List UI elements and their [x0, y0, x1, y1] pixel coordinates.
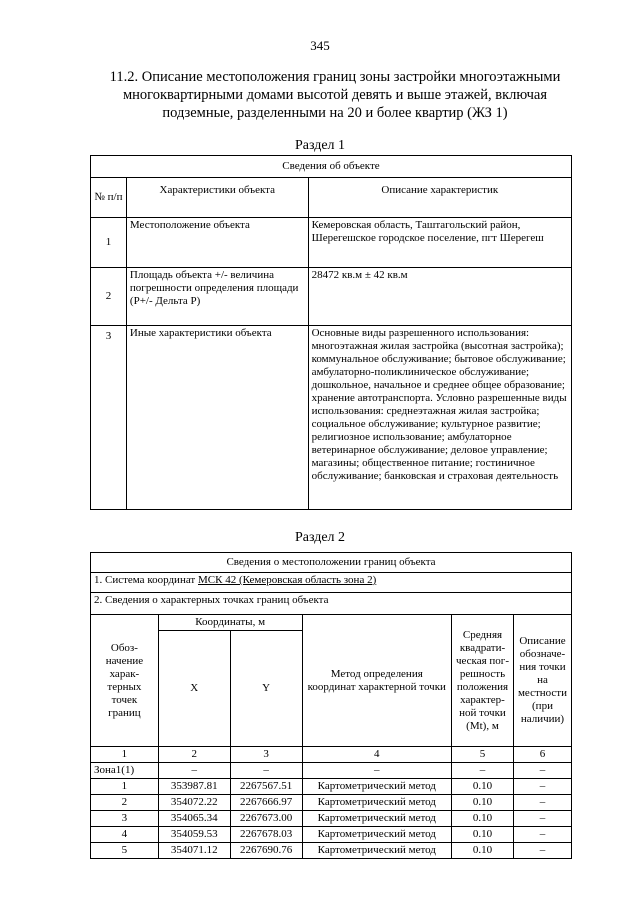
column-header-number: № п/п [91, 178, 127, 218]
column-number-row: 1 2 3 4 5 6 [91, 747, 572, 763]
zone-row: Зона1(1) – – – – – [91, 763, 572, 779]
column-header-characteristic: Характеристики объекта [126, 178, 308, 218]
coordinate-system-name: МСК 42 (Кемеровская область зона 2) [197, 574, 377, 586]
column-header-point-description: Описание обозначе-ния точки на местности (при наличии) [513, 615, 571, 747]
table-row: 2 Площадь объекта +/- величина погрешности определения площади (Р+/- Дельта Р) 28472 кв.м ± 42 кв.м [91, 268, 572, 326]
table-row: 4 354059.53 2267678.03 Картометрический метод 0.10 – [91, 827, 572, 843]
document-heading: 11.2. Описание местоположения границ зоны застройки многоэтажными многоквартирными домами высотой девять и выше этажей, включая подземные, разделенными на 20 и более квартир (ЖЗ 1) [109, 69, 561, 121]
column-header-coordinates: Координаты, м [158, 615, 302, 631]
boundary-points-table [90, 552, 572, 859]
column-header-x: X [158, 631, 230, 747]
column-header-y: Y [230, 631, 302, 747]
table-caption: Сведения об объекте [91, 156, 572, 178]
table-row: 3 354065.34 2267673.00 Картометрический метод 0.10 – [91, 811, 572, 827]
coordinate-system-row: 1. Система координат МСК 42 (Кемеровская область зона 2) [91, 573, 572, 593]
table-row: 5 354071.12 2267690.76 Картометрический метод 0.10 – [91, 843, 572, 859]
table-row: 1 Местоположение объекта Кемеровская область, Таштагольский район, Шерегешское городское поселение, пгт Шерегеш [91, 218, 572, 268]
section1-title: Раздел 1 [294, 138, 346, 153]
column-header-method: Метод определения координат характерной точки [302, 615, 452, 747]
table-caption: Сведения о местоположении границ объекта [91, 553, 572, 573]
column-header-description: Описание характеристик [308, 178, 571, 218]
points-caption: 2. Сведения о характерных точках границ объекта [91, 593, 572, 615]
table-row: 1 353987.81 2267567.51 Картометрический метод 0.10 – [91, 779, 572, 795]
column-header-accuracy: Средняя квадрати-ческая пог-решность положения характер-ной точки (Mt), м [452, 615, 514, 747]
table-row: 2 354072.22 2267666.97 Картометрический метод 0.10 – [91, 795, 572, 811]
column-header-designation: Обоз-начение харак-терных точек границ [91, 615, 159, 747]
object-info-table [90, 155, 572, 510]
page-number: 345 [310, 38, 330, 53]
section2-title: Раздел 2 [294, 530, 346, 545]
table-row: 3 Иные характеристики объекта Основные виды разрешенного использования: многоэтажная жилая застройка (высотная застройка); коммунальное обслуживание; бытовое обслуживание; амбулаторно-поликлиническое обслуживание; дошкольное, начальное и среднее общее образование; хранение автотранспорта. Условно разрешенные виды использования: среднеэтажная жилая застройка; социальное обслуживание; культурное развитие; религиозное использование; амбулаторное ветеринарное обслуживание; деловое управление; магазины; общественное питание; гостиничное обслуживание; банковская и страховая деятельность [91, 326, 572, 510]
